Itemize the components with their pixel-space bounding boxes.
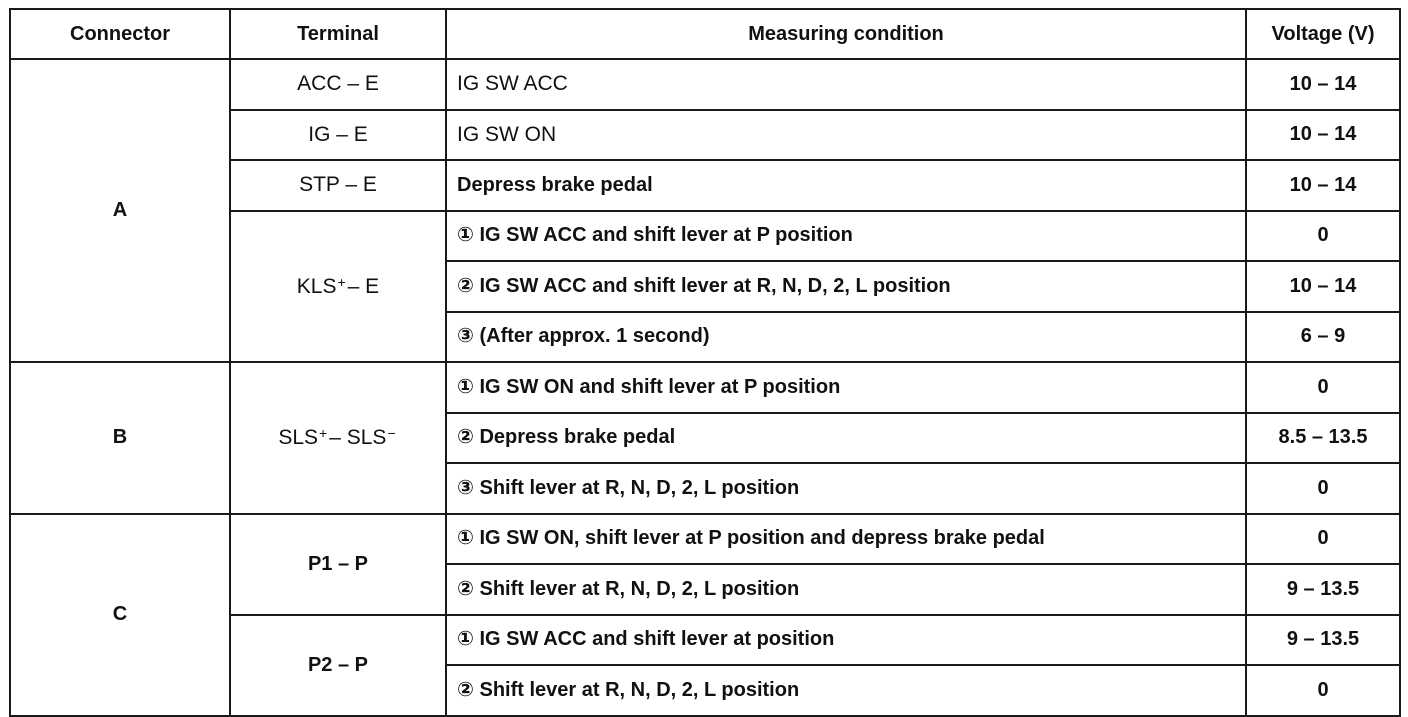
voltage-spec-table [9, 8, 1401, 717]
connector-cell-b: B [10, 362, 230, 514]
condition-cell: ② Shift lever at R, N, D, 2, L position [446, 564, 1246, 615]
condition-cell: IG SW ACC [446, 59, 1246, 110]
condition-cell: ① IG SW ACC and shift lever at P position [446, 211, 1246, 262]
terminal-sls-base: SLS [278, 426, 319, 450]
connector-cell-a: A [10, 59, 230, 362]
condition-cell: ① IG SW ACC and shift lever at position [446, 615, 1246, 666]
condition-cell: Depress brake pedal [446, 160, 1246, 211]
condition-cell: ② IG SW ACC and shift lever at R, N, D, 2, L position [446, 261, 1246, 312]
header-connector: Connector [10, 9, 230, 59]
terminal-cell-p1: P1 – P [230, 514, 446, 615]
table-row [10, 514, 1400, 565]
terminal-sls-mid: – SLS [329, 426, 387, 450]
voltage-cell: 0 [1246, 362, 1400, 413]
voltage-cell: 0 [1246, 514, 1400, 565]
voltage-cell: 0 [1246, 211, 1400, 262]
terminal-sls-sup2: − [387, 425, 396, 442]
condition-cell: ③ (After approx. 1 second) [446, 312, 1246, 363]
condition-cell: ③ Shift lever at R, N, D, 2, L position [446, 463, 1246, 514]
voltage-cell: 9 – 13.5 [1246, 564, 1400, 615]
terminal-sls-sup: + [319, 425, 328, 442]
condition-cell: ② Depress brake pedal [446, 413, 1246, 464]
terminal-kls-base: KLS [296, 274, 337, 298]
voltage-cell: 6 – 9 [1246, 312, 1400, 363]
terminal-cell-sls [230, 362, 446, 514]
header-voltage: Voltage (V) [1246, 9, 1400, 59]
connector-cell-c: C [10, 514, 230, 716]
terminal-cell-p2: P2 – P [230, 615, 446, 716]
voltage-cell: 8.5 – 13.5 [1246, 413, 1400, 464]
voltage-cell: 10 – 14 [1246, 59, 1400, 110]
voltage-cell: 0 [1246, 665, 1400, 716]
terminal-cell-kls [230, 211, 446, 363]
terminal-kls-sup: + [337, 273, 346, 290]
condition-cell: IG SW ON [446, 110, 1246, 161]
voltage-cell: 9 – 13.5 [1246, 615, 1400, 666]
terminal-cell: ACC – E [230, 59, 446, 110]
terminal-cell: STP – E [230, 160, 446, 211]
header-terminal: Terminal [230, 9, 446, 59]
voltage-cell: 10 – 14 [1246, 261, 1400, 312]
voltage-cell: 10 – 14 [1246, 160, 1400, 211]
condition-cell: ① IG SW ON, shift lever at P position and depress brake pedal [446, 514, 1246, 565]
table-row [10, 59, 1400, 110]
voltage-cell: 0 [1246, 463, 1400, 514]
header-measuring-condition: Measuring condition [446, 9, 1246, 59]
condition-cell: ① IG SW ON and shift lever at P position [446, 362, 1246, 413]
terminal-kls-rest: – E [347, 274, 380, 298]
voltage-spec-table-container [9, 8, 1399, 717]
header-row [10, 9, 1400, 59]
condition-cell: ② Shift lever at R, N, D, 2, L position [446, 665, 1246, 716]
terminal-cell: IG – E [230, 110, 446, 161]
table-row [10, 362, 1400, 413]
voltage-cell: 10 – 14 [1246, 110, 1400, 161]
